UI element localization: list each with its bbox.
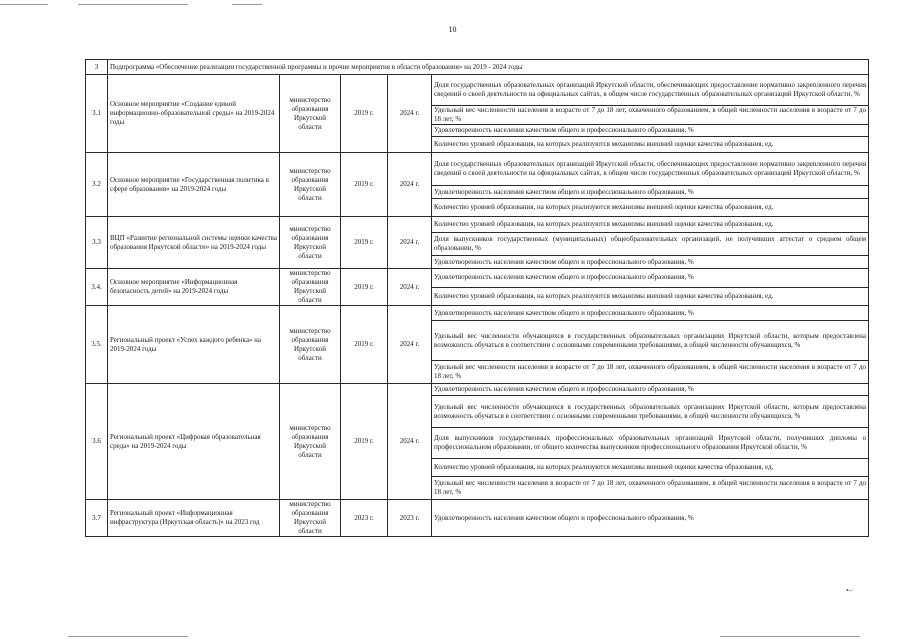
table-row: [86, 269, 869, 288]
subprogram-title: Подпрограмма «Обеспечение реализации государственной программы и прочие мероприятия в области образования» на 2019 - 2024 годы: [108, 60, 869, 75]
indicator-cell: Количество уровней образования, на которых реализуются механизмы внешней оценки качества образования, ед.: [432, 199, 869, 217]
indicator-cell: Удовлетворенность населения качеством общего и профессионального образования, %: [432, 384, 869, 396]
row-number: 3.3: [86, 217, 108, 269]
start-year: 2019 г.: [341, 75, 388, 153]
event-name: Региональный проект «Цифровая образовательная среда» на 2019-2024 годы: [108, 384, 280, 500]
indicator-cell: Удельный вес численности обучающихся в государственных образовательных организациях Иркутской области, которым предоставлена возможность обучаться в соответствии с основными современными требованиями, в общей численности обучающихся, %: [432, 321, 869, 361]
end-year: 2024 г.: [388, 75, 432, 153]
program-table: [85, 59, 869, 537]
event-name: Региональный проект «Информационная инфраструктура (Иркутская область)» на 2023 год: [108, 500, 280, 537]
responsible-executor: министерство образования Иркутской области: [280, 217, 341, 269]
event-name: Региональный проект «Успех каждого ребенка» на 2019-2024 годы: [108, 306, 280, 384]
end-year: 2024 г.: [388, 306, 432, 384]
responsible-executor: министерство образования Иркутской области: [280, 75, 341, 153]
subprogram-number: 3: [86, 60, 108, 75]
indicator-cell: Удельный вес численности обучающихся в государственных образовательных организациях Иркутской области, которым предоставлена возможность обучаться в соответствии с основными современными требованиями, в общей численности обучающихся, %: [432, 396, 869, 428]
table-row: [86, 217, 869, 233]
table-row: [86, 384, 869, 396]
row-number: 3.6: [86, 384, 108, 500]
row-number: 3.1: [86, 75, 108, 153]
row-number: 3.7: [86, 500, 108, 537]
start-year: 2019 г.: [341, 269, 388, 306]
indicator-cell: Количество уровней образования, на которых реализуются механизмы внешней оценки качества образования, ед.: [432, 287, 869, 306]
start-year: 2023 г.: [341, 500, 388, 537]
indicator-cell: Доля государственных образовательных организаций Иркутской области, обеспечивающих предоставление нормативно закрепленного перечня сведений о своей деятельности на официальных сайтах, в общем числе государственных образовательных организаций Иркутской области, %: [432, 153, 869, 186]
start-year: 2019 г.: [341, 306, 388, 384]
page-number: 10: [448, 25, 457, 34]
table-row: [86, 306, 869, 321]
indicator-cell: Удовлетворенность населения качеством общего и профессионального образования, %: [432, 256, 869, 269]
scan-edge-line: [0, 4, 48, 5]
indicator-cell: Удельный вес численности населения в возрасте от 7 до 18 лет, охваченного образованием, в общей численности населения в возрасте от 7 до 18 лет, %: [432, 361, 869, 384]
scan-edge-line: [78, 4, 188, 5]
indicator-cell: Количество уровней образования, на которых реализуются механизмы внешней оценки качества образования, ед.: [432, 137, 869, 153]
indicator-cell: Количество уровней образования, на которых реализуются механизмы внешней оценки качества образования, ед.: [432, 217, 869, 233]
row-number: 3.2: [86, 153, 108, 217]
scan-edge-line: [720, 636, 860, 637]
end-year: 2024 г.: [388, 217, 432, 269]
indicator-cell: Количество уровней образования, на которых реализуются механизмы внешней оценки качества образования, ед.: [432, 459, 869, 477]
responsible-executor: министерство образования Иркутской области: [280, 153, 341, 217]
responsible-executor: министерство образования Иркутской области: [280, 500, 341, 537]
end-year: 2023 г.: [388, 500, 432, 537]
event-name: Основное мероприятие «Создание единой информационно-образовательной среды» на 2019-2024 годы: [108, 75, 280, 153]
event-name: Основное мероприятие «Информационная безопасность детей» на 2019-2024 годы: [108, 269, 280, 306]
indicator-cell: Доля выпускников государственных (муниципальных) общеобразовательных организаций, не получивших аттестат о среднем общем образовании, %: [432, 233, 869, 256]
table-row: [86, 153, 869, 186]
start-year: 2019 г.: [341, 153, 388, 217]
row-number: 3.5.: [86, 306, 108, 384]
indicator-cell: Удовлетворенность населения качеством общего и профессионального образования, %: [432, 125, 869, 137]
indicator-cell: Доля государственных образовательных организаций Иркутской области, обеспечивающих предоставление нормативно закрепленного перечня сведений о своей деятельности на официальных сайтах, в общем числе государственных образовательных организаций Иркутской области, %: [432, 75, 869, 106]
indicator-cell: Доля выпускников государственных профессиональных образовательных организаций Иркутской области, получивших дипломы о профессиональном образовании, от общего количества выпускников профессионального образования Иркутской области, %: [432, 428, 869, 459]
end-year: 2024 г.: [388, 153, 432, 217]
event-name: Основное мероприятие «Государственная политика в сфере образования» на 2019-2024 годы: [108, 153, 280, 217]
indicator-cell: Удовлетворенность населения качеством общего и профессионального образования, %: [432, 269, 869, 288]
scan-edge-line: [68, 636, 188, 637]
row-number: 3.4.: [86, 269, 108, 306]
indicator-cell: Удовлетворенность населения качеством общего и профессионального образования, %: [432, 306, 869, 321]
table-body: [86, 60, 869, 537]
end-year: 2024 г.: [388, 384, 432, 500]
indicator-cell: Удельный вес численности населения в возрасте от 7 до 18 лет, охваченного образованием, в общей численности населения в возрасте от 7 до 18 лет, %: [432, 477, 869, 500]
end-year: 2024 г.: [388, 269, 432, 306]
subprogram-row: [86, 60, 869, 75]
responsible-executor: министерство образования Иркутской области: [280, 384, 341, 500]
responsible-executor: министерство образования Иркутской области: [280, 306, 341, 384]
table-row: [86, 75, 869, 106]
corner-mark: •-·: [846, 586, 855, 595]
scan-edge-line: [232, 4, 262, 5]
start-year: 2019 г.: [341, 384, 388, 500]
indicator-cell: Удовлетворенность населения качеством общего и профессионального образования, %: [432, 500, 869, 537]
responsible-executor: министерство образования Иркутской области: [280, 269, 341, 306]
table-row: [86, 500, 869, 537]
start-year: 2019 г.: [341, 217, 388, 269]
indicator-cell: Удовлетворенность населения качеством общего и профессионального образования, %: [432, 186, 869, 199]
indicator-cell: Удельный вес численности населения в возрасте от 7 до 18 лет, охваченного образованием, в общей численности населения в возрасте от 7 до 18 лет, %: [432, 106, 869, 125]
event-name: ВЦП «Развитие региональной системы оценки качества образования Иркутской области» на 2019-2024 годы: [108, 217, 280, 269]
